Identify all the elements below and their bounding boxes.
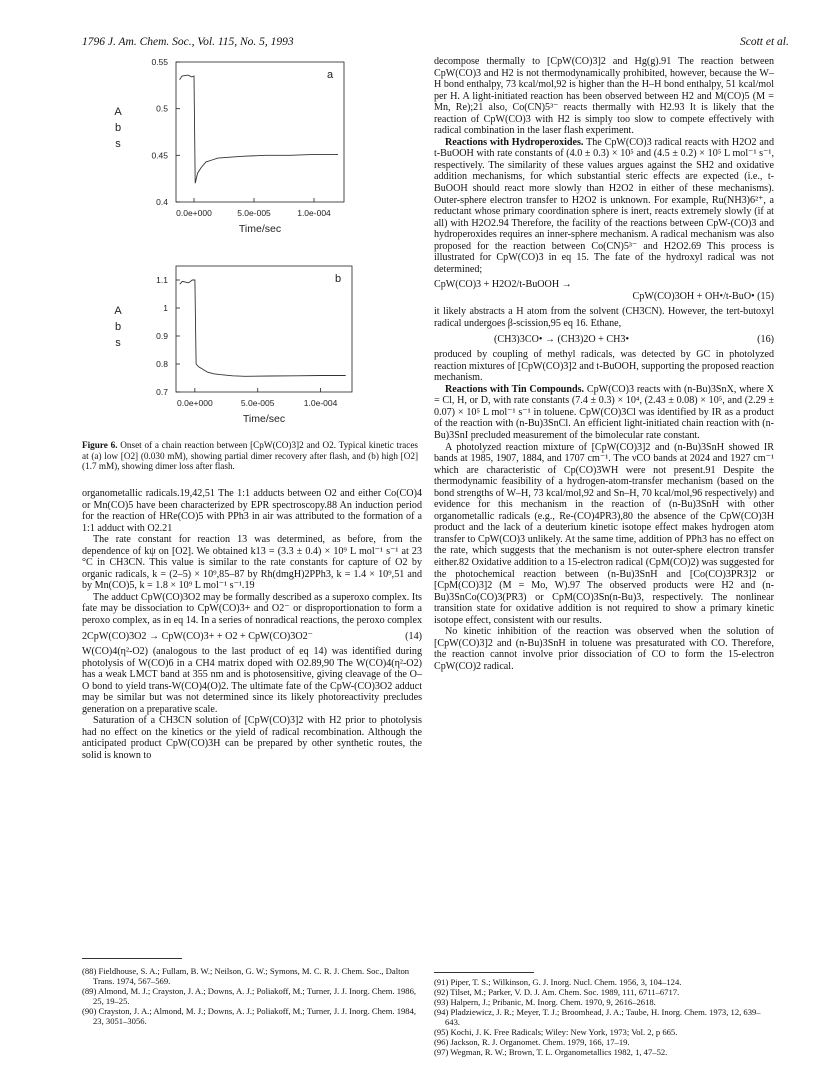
equation-15-line2: CpW(CO)3OH + OH•/t-BuO• (15) — [632, 290, 774, 302]
plot-frame — [176, 266, 352, 392]
paragraph: A photolyzed reaction mixture of [CpW(CO)3]2 and (n-Bu)3SnH showed IR bands at 1985, 1907, 1884, and 1707 cm⁻¹. The νCO bands at 2024 and 1927 cm⁻¹ which are characteristic of Cp(CO)3WH were not present.91 Despite the thermodynamic feasibility of a hydrogen-atom-transfer mechanism (based on the bond strengths of W–H, 73 kcal/mol,92 and Sn–H, 70 kcal/mol,96 respectively) and evidence for this mechanism in the reaction of (n-Bu)3SnH with other organometallic radicals (e.g., Re-(CO)4PR3),80 the absence of the CpW(CO)3H product and the lack of a deuterium kinetic isotope effect makes hydrogen atom transfer to CpW(CO)3 unlikely. At the same time, addition of PPh3 has no effect on the rate, which suggests that the mechanism is not outer-sphere electron transfer either.82 Oxidative addition to a 15-electron radical (CpM(CO)2) was suggested for the photochemical reaction between (n-Bu)3SnH and [Co(CO)3PR3]2 or [CpM(CO)3]2 (M = Mo, W).97 The observed products were H2 and (n-Bu)3SnCo(CO)3(PR3) or CpM(CO)3Sn(n-Bu)3, respectively. The nonlinear transition state for oxidative addition is not required to show a primary kinetic isotope effect, consistent with our results. — [434, 441, 774, 626]
x-axis-label: Time/sec — [238, 223, 282, 235]
footnote: (96) Jackson, R. J. Organomet. Chem. 1979, 166, 17–19. — [434, 1037, 630, 1047]
paragraph: decompose thermally to [CpW(CO)3]2 and Hg(g).91 The reaction between CpW(CO)3 and H2 is not thermodynamically prohibited, however, because the W–H bond enthalpy, 73 kcal/mol,92 is higher than the H–H bond enthalpy, 51 kcal/mol per H. A light-initiated reaction has been observed between H2 and M(CO)5 (M = Mn, Re);21 also, Co(CN)5³⁻ reacts thermally with H2.93 It is likely that the reaction of CpW(CO)3 with H2 is simply too slow to compete effectively with radical combination in the laser flash experiment. — [434, 56, 774, 137]
caption-title: Figure 6. — [82, 440, 118, 450]
panel-label: a — [326, 69, 334, 81]
x-tick-label: 0.0e+000 — [177, 398, 213, 408]
paragraph: Saturation of a CH3CN solution of [CpW(CO)3]2 with H2 prior to photolysis had no effect on the kinetics or the yield of radical recombination. Although the anticipated product CpW(CO)3H can be prepared by other synthetic routes, the solid is known to — [82, 715, 422, 762]
x-tick-label: 1.0e-004 — [297, 208, 331, 218]
footnote: (97) Wegman, R. W.; Brown, T. L. Organometallics 1982, 1, 47–52. — [434, 1047, 668, 1057]
y-tick-label: 0.55 — [151, 57, 168, 67]
footnote: (90) Crayston, J. A.; Almond, M. J.; Downs, A. J.; Poliakoff, M.; Turner, J. J. Inorg. Chem. 1984, 23, 3051–3056. — [82, 1006, 417, 1026]
y-tick-label: 1 — [163, 303, 168, 313]
footnote: (91) Piper, T. S.; Wilkinson, G. J. Inorg. Nucl. Chem. 1956, 3, 104–124. — [434, 977, 682, 987]
paragraph: The rate constant for reaction 13 was determined, as before, from the dependence of kψ on [O2]. We obtained k13 = (3.3 ± 0.4) × 10⁹ L mol⁻¹ s⁻¹ at 23 °C in CH3CN. This value is similar to the rate constants for capture of O2 by organic radicals, k = (2–5) × 10⁹,85–87 by Rh(dmgH)2PPh3, k = 1.4 × 10⁹,51 and by Mn(CO)5, k = 1.8 × 10⁹ L mol⁻¹ s⁻¹.19 — [82, 534, 422, 592]
equation-body: 2CpW(CO)3O2 → CpW(CO)3+ + O2 + CpW(CO)3O2⁻ — [82, 630, 313, 642]
trace-line — [180, 75, 338, 183]
y-tick-label: 0.8 — [156, 359, 168, 369]
panel-label: b — [334, 273, 342, 285]
y-tick-label: 1.1 — [156, 275, 168, 285]
footnote: (94) Pladziewicz, J. R.; Meyer, T. J.; Broomhead, J. A.; Taube, H. Inorg. Chem. 1973, 12, 639–643. — [434, 1007, 761, 1027]
x-tick-label: 5.0e-005 — [237, 208, 271, 218]
equation-15-line1 — [434, 279, 774, 291]
paragraph: The CpW(CO)3 radical reacts with H2O2 and t-BuOOH with rate constants of (4.0 ± 0.3) × 10⁵ and (4.5 ± 0.2) × 10⁵ L mol⁻¹ s⁻¹, respectively. The similarity of these values argues against the SH2 and oxidative addition mechanisms, for which substantial steric effects are expected (i.e., t-BuOOH should react more slowly than H2O2 in either of these mechanisms). Outer-sphere electron transfer to H2O2 is unknown. For example, Ru(NH3)6²⁺, a reductant whose primary coordination sphere is inert, reacts extremely slowly (if at all) with H2O2.94 Therefore, the facility of the reactions between CpW-(CO)3 and hydroperoxides requires an inner-sphere mechanism. A radical mechanism was also proposed for the reaction between Co(CN)5³⁻ and H2O2.69 This process is illustrated for CpW(CO)3 in eq 15. The fate of the hydroxyl radical was not determined; — [434, 136, 774, 275]
running-header-right: Scott et al. — [740, 36, 789, 48]
y-axis-label: A — [114, 304, 122, 317]
footnote: (88) Fieldhouse, S. A.; Fullam, B. W.; Neilson, G. W.; Symons, M. C. R. J. Chem. Soc., Dalton Trans. 1974, 567–569. — [82, 966, 410, 986]
footnotes-left — [82, 966, 422, 1026]
left-column — [82, 488, 422, 762]
footnotes-right — [434, 977, 774, 1057]
x-tick-label: 0.0e+000 — [176, 208, 212, 218]
equation-number: (14) — [405, 630, 422, 642]
y-axis-label: b — [114, 122, 122, 135]
paragraph: organometallic radicals.19,42,51 The 1:1 adducts between O2 and either Co(CO)4 or Mn(CO)5 have been characterized by EPR spectroscopy.88 An induction period for the reaction of HRe(CO)5 with PPh3 in air was attributed to the formation of a 1:1 adduct with O2.21 — [82, 488, 422, 534]
x-tick-label: 5.0e-005 — [240, 398, 275, 408]
figure-6b-chart — [108, 252, 368, 436]
x-tick-label: 1.0e-004 — [303, 398, 338, 408]
paragraph: No kinetic inhibition of the reaction was observed when the solution of [CpW(CO)3]2 and (n-Bu)3SnH in toluene was presaturated with CO. Therefore, the reaction cannot involve prior dissociation of CO to form the 15-electron CpW(CO)2 radical. — [434, 626, 774, 672]
footnote: (93) Halpern, J.; Pribanic, M. Inorg. Chem. 1970, 9, 2616–2618. — [434, 997, 656, 1007]
trace-line — [180, 280, 346, 376]
paragraph: The adduct CpW(CO)3O2 may be formally described as a superoxo complex. Its fate may be dissociation to CpW(CO)3+ and O2⁻ or disproportionation to form a peroxo complex, as in eq 14. In a series of nonradical reactions, the peroxo complex — [82, 591, 422, 627]
section-heading: Reactions with Tin Compounds. — [445, 383, 585, 395]
y-axis-label: A — [114, 106, 122, 119]
right-column — [434, 56, 774, 672]
equation-body: CpW(CO)3 + H2O2/t-BuOOH → — [434, 279, 572, 291]
y-tick-label: 0.4 — [156, 197, 168, 207]
equation-14 — [82, 631, 422, 643]
y-axis-label: b — [114, 320, 122, 333]
plot-frame — [176, 62, 344, 202]
y-tick-label: 0.7 — [156, 387, 168, 397]
footnote: (92) Tilset, M.; Parker, V. D. J. Am. Chem. Soc. 1989, 111, 6711–6717. — [434, 987, 680, 997]
figure-6a-chart — [100, 52, 360, 252]
paragraph: CpW(CO)3 reacts with (n-Bu)3SnX, where X = Cl, H, or D, with rate constants (7.4 ± 0.3) × 10⁴, (2.43 ± 0.08) × 10⁵, and (2.29 ± 0.07) × 10⁵ L mol⁻¹ s⁻¹ in toluene. CpW(CO)3Cl was identified by IR as a product of the reaction with (n-Bu)3SnCl. An efficient light-initiated chain reaction with (n-Bu)3SnI precluded measurement of the bimolecular rate constant. — [434, 383, 774, 441]
section-heading: Reactions with Hydroperoxides. — [445, 136, 584, 148]
footnote: (89) Almond, M. J.; Crayston, J. A.; Downs, A. J.; Poliakoff, M.; Turner, J. J. Inorg. Chem. 1986, 25, 19–25. — [82, 986, 417, 1006]
y-axis-label: s — [115, 336, 121, 349]
y-tick-label: 0.5 — [156, 103, 168, 114]
y-axis-label: s — [115, 138, 121, 151]
paragraph: produced by coupling of methyl radicals, was detected by GC in photolyzed reaction mixtures of [CpW(CO)3]2 and t-BuOOH, supporting the proposed reaction mechanism. — [434, 349, 774, 384]
footnote: (95) Kochi, J. K. Free Radicals; Wiley: New York, 1973; Vol. 2, p 665. — [434, 1027, 678, 1037]
x-axis-label: Time/sec — [242, 413, 286, 425]
footnote-rule — [434, 972, 534, 973]
equation-number: (16) — [757, 333, 774, 345]
footnote-rule — [82, 958, 182, 959]
equation-16 — [434, 334, 774, 346]
paragraph: W(CO)4(η²-O2) (analogous to the last product of eq 14) was identified during photolysis of W(CO)6 in a CH4 matrix doped with O2.89,90 The W(CO)4(η²-O2) has a weak LMCT band at 355 nm and is photosensitive, giving cleavage of the O–O bond to yield trans-W(CO)4(O)2. The ultimate fate of the CpW-(CO)3O2 adduct may be similar but was not determined since its likely photoreactivity precludes generation on a preparative scale. — [82, 646, 422, 715]
caption-text: Onset of a chain reaction between [CpW(CO)3]2 and O2. Typical kinetic traces at (a) low [O2] (0.030 mM), showing partial dimer recovery after flash, and (b) high [O2] (1.7 mM), showing dimer loss after flash. — [82, 440, 418, 472]
figure-caption — [82, 440, 418, 472]
equation-body: (CH3)3CO• → (CH3)2O + CH3• — [494, 333, 630, 345]
y-tick-label: 0.9 — [156, 331, 168, 341]
paragraph: it likely abstracts a H atom from the solvent (CH3CN). However, the tert-butoxyl radical undergoes β-scission,95 eq 16. Ethane, — [434, 306, 774, 330]
running-header-left: 1796 J. Am. Chem. Soc., Vol. 115, No. 5, 1993 — [82, 36, 294, 48]
y-tick-label: 0.45 — [151, 150, 168, 161]
